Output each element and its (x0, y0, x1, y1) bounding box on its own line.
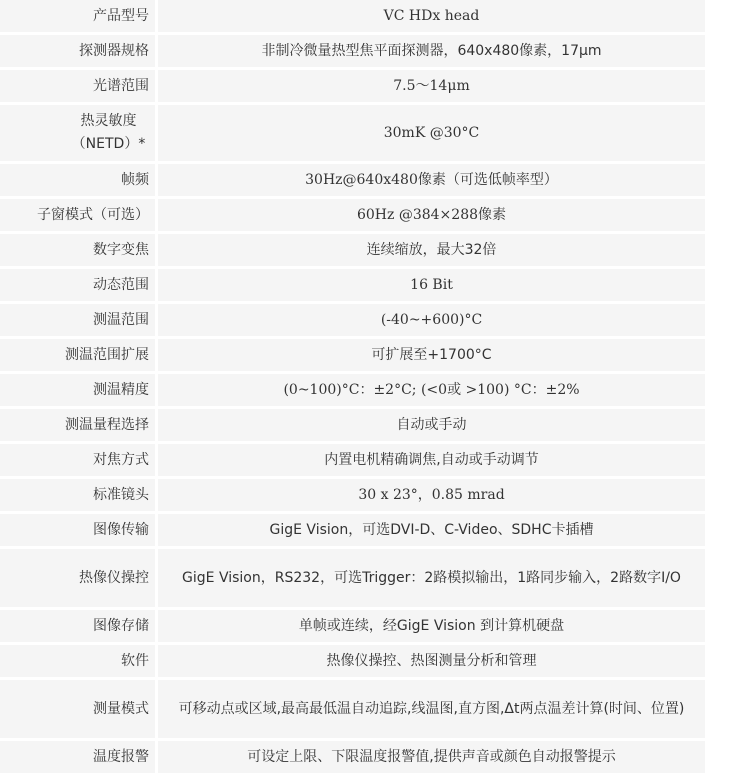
spec-row-accuracy (0, 374, 705, 406)
spec-value: 热像仪操控、热图测量分析和管理 (155, 645, 705, 677)
spec-label: 测温精度 (0, 374, 155, 406)
spec-label: 温度报警 (0, 741, 155, 773)
spec-value: GigE Vision，RS232，可选Trigger：2路模拟输出，1路同步输入，2路数字I/O (155, 549, 705, 607)
spec-value: 内置电机精确调焦,自动或手动调节 (155, 444, 705, 476)
spec-label: 测温量程选择 (0, 409, 155, 441)
spec-label: 帧频 (0, 164, 155, 196)
spec-value: 7.5～14μm (155, 70, 705, 102)
spec-row-storage (0, 610, 705, 642)
spec-label: 动态范围 (0, 269, 155, 301)
spec-row-measure-mode (0, 680, 705, 738)
spec-value: 30mK @30°C (155, 105, 705, 161)
spec-value: 可设定上限、下限温度报警值,提供声音或颜色自动报警提示 (155, 741, 705, 773)
spec-label: 对焦方式 (0, 444, 155, 476)
spec-row-spectral-range (0, 70, 705, 102)
spec-label: 图像传输 (0, 514, 155, 546)
spec-label: 图像存储 (0, 610, 155, 642)
spec-label: 测量模式 (0, 680, 155, 738)
spec-row-focus (0, 444, 705, 476)
spec-row-lens (0, 479, 705, 511)
spec-row-temp-range (0, 304, 705, 336)
spec-row-software (0, 645, 705, 677)
spec-label: 光谱范围 (0, 70, 155, 102)
spec-value: 连续缩放，最大32倍 (155, 234, 705, 266)
spec-label: 软件 (0, 645, 155, 677)
spec-label: 热像仪操控 (0, 549, 155, 607)
spec-row-frame-rate (0, 164, 705, 196)
spec-value: 自动或手动 (155, 409, 705, 441)
spec-row-detector (0, 35, 705, 67)
spec-value: (-40~+600)°C (155, 304, 705, 336)
spec-row-subwindow (0, 199, 705, 231)
spec-value: 30Hz@640x480像素（可选低帧率型） (155, 164, 705, 196)
spec-row-dynamic-range (0, 269, 705, 301)
spec-value: (0~100)°C：±2°C; (<0或 >100) °C：±2% (155, 374, 705, 406)
spec-value: 非制冷微量热型焦平面探测器，640x480像素，17μm (155, 35, 705, 67)
spec-row-alarm (0, 741, 705, 773)
spec-row-netd (0, 105, 705, 161)
spec-value: GigE Vision，可选DVI-D、C-Video、SDHC卡插槽 (155, 514, 705, 546)
spec-value: 60Hz @384×288像素 (155, 199, 705, 231)
spec-value: 16 Bit (155, 269, 705, 301)
spec-row-control (0, 549, 705, 607)
spec-row-range-select (0, 409, 705, 441)
spec-value: 可移动点或区域,最高最低温自动追踪,线温图,直方图,Δt两点温差计算(时间、位置) (155, 680, 705, 738)
spec-value: VC HDx head (155, 0, 705, 32)
spec-row-temp-range-ext (0, 339, 705, 371)
spec-label: 热灵敏度（NETD）* (0, 105, 155, 161)
spec-row-model (0, 0, 705, 32)
spec-label: 子窗模式（可选） (0, 199, 155, 231)
spec-label: 测温范围扩展 (0, 339, 155, 371)
spec-row-transmission (0, 514, 705, 546)
spec-value: 单帧或连续，经GigE Vision 到计算机硬盘 (155, 610, 705, 642)
spec-value: 可扩展至+1700°C (155, 339, 705, 371)
spec-row-digital-zoom (0, 234, 705, 266)
spec-label: 测温范围 (0, 304, 155, 336)
spec-label: 数字变焦 (0, 234, 155, 266)
spec-label: 探测器规格 (0, 35, 155, 67)
spec-value: 30 x 23°，0.85 mrad (155, 479, 705, 511)
spec-label: 标准镜头 (0, 479, 155, 511)
spec-label: 产品型号 (0, 0, 155, 32)
